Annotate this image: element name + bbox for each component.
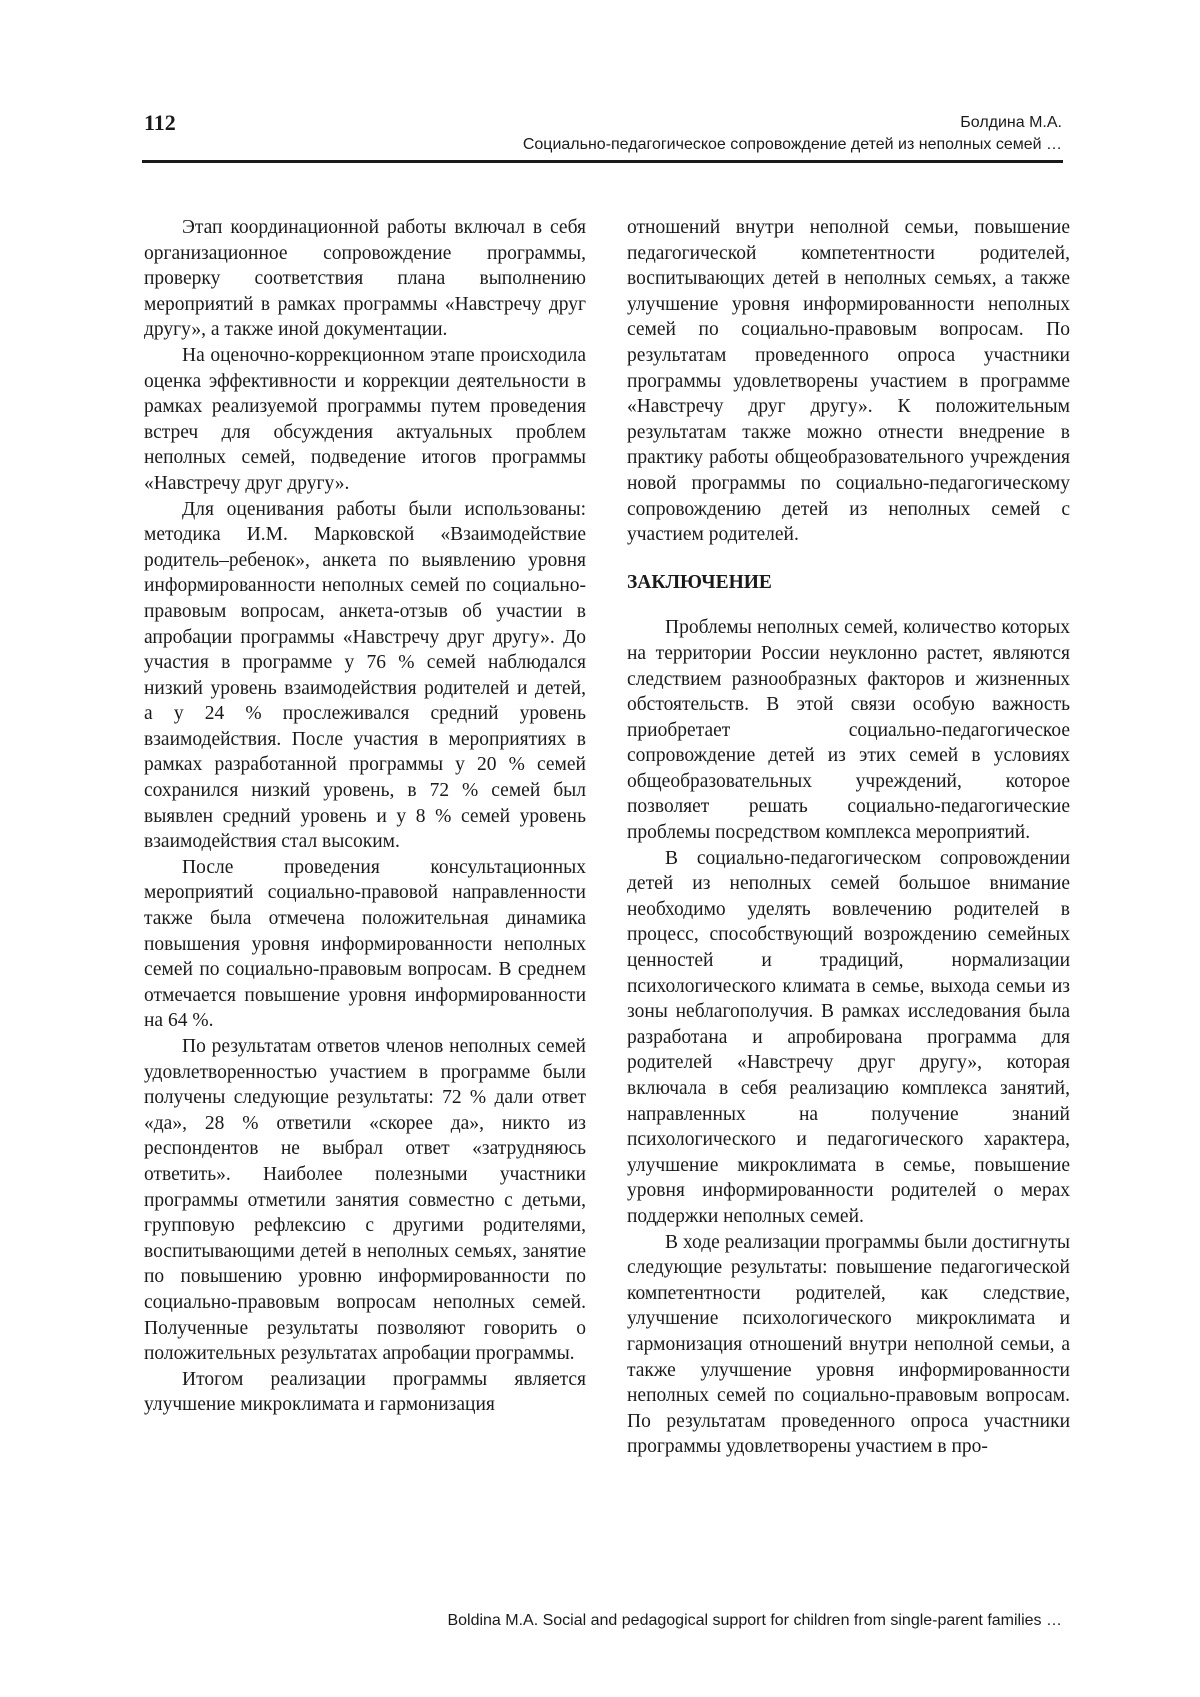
paragraph: В ходе реализации программы были достигнуты следующие результаты: повышение педагогической компетентности родителей, как следствие, улучшение психологического микроклимата и гармонизация отношений внутри неполной семьи, а также улучшение уровня информированности неполных семей по социально-правовым вопросам. По результатам проведенного опроса участники программы удовлетворены участием в про- [627,1231,1070,1458]
header-rule [142,160,1063,163]
paragraph: В социально-педагогическом сопровождении детей из неполных семей большое внимание необходимо уделять вовлечению родителей в процесс, способствующий возрождению семейных ценностей и традиций, нормализации психологического климата в семье, выхода семьи из зоны неблагополучия. В рамках исследования была разработана и апробирована программа для родителей «Навстречу друг другу», которая включала в себя реализацию комплекса занятий, направленных на получение знаний психологического и педагогического характера, улучшение микроклимата в семье, повышение уровня информированности родителей о мерах поддержки неполных семей. [627,847,1070,1227]
running-head-title: Социально-педагогическое сопровождение детей из неполных семей … [522,136,1062,153]
paragraph: Для оценивания работы были использованы: методика И.М. Марковской «Взаимодействие родитель–ребенок», анкета по выявлению уровня информированности неполных семей по социально-правовым вопросам, анкета-отзыв об участии в апробации программы «Навстречу друг другу». До участия в программе у 76 % семей наблюдался низкий уровень взаимодействия родителей и детей, а у 24 % прослеживался средний уровень взаимодействия. После участия в мероприятиях в рамках разработанной программы у 20 % семей сохранился низкий уровень, в 72 % семей был выявлен средний уровень и у 8 % семей уровень взаимодействия стал высоким. [144,498,586,853]
paragraph: Проблемы неполных семей, количество которых на территории России неуклонно растет, являются следствием разнообразных факторов и жизненных обстоятельств. В этой связи особую важность приобретает социально-педагогическое сопровождение детей из этих семей в условиях общеобразовательных учреждений, которое позволяет решать социально-педагогические проблемы посредством комплекса мероприятий. [627,617,1070,844]
running-head [523,112,1062,156]
section-heading-conclusion: ЗАКЛЮЧЕНИЕ [627,571,772,593]
paragraph: После проведения консультационных мероприятий социально-правовой направленности также была отмечена положительная динамика повышения уровня информированности неполных семей по социально-правовым вопросам. В среднем отмечается повышение уровня информированности на 64 %. [144,856,586,1032]
right-column [627,215,1070,1460]
running-head-author: Болдина М.А. [960,114,1062,131]
paragraph-continuation: отношений внутри неполной семьи, повышение педагогической компетентности родителей, воспитывающих детей в неполных семьях, а также улучшение уровня информированности неполных семей по социально-правовым вопросам. По результатам проведенного опроса участники программы удовлетворены участием в программе «Навстречу друг другу». К положительным результатам также можно отнести внедрение в практику работы общеобразовательного учреждения новой программы по социально-педагогическому сопровождению детей из неполных семей с участием родителей. [627,217,1070,546]
left-column [144,215,586,1418]
paragraph: По результатам ответов членов неполных семей удовлетворенностью участием в программе были получены следующие результаты: 72 % дали ответ «да», 28 % ответили «скорее да», никто из респондентов не выбрал ответ «затрудняюсь ответить». Наиболее полезными участники программы отметили занятия совместно с детьми, групповую рефлексию с другими родителями, воспитывающими детей в неполных семьях, занятие по повышению уровню информированности по социально-правовым вопросам неполных семей. Полученные результаты позволяют говорить о положительных результатах апробации программы. [144,1036,586,1365]
footer-running-title: Boldina M.A. Social and pedagogical support for children from single-parent families … [447,1612,1062,1629]
paragraph: Итогом реализации программы является улучшение микроклимата и гармонизация [144,1368,586,1416]
page-number: 112 [144,110,176,135]
paragraph: Этап координационной работы включал в себя организационное сопровождение программы, проверку соответствия плана выполнению мероприятий в рамках программы «Навстречу друг другу», а также иной документации. [144,217,586,341]
paragraph: На оценочно-коррекционном этапе происходила оценка эффективности и коррекции деятельности в рамках реализуемой программы путем проведения встреч для обсуждения актуальных проблем неполных семей, подведение итогов программы «Навстречу друг другу». [144,344,586,494]
